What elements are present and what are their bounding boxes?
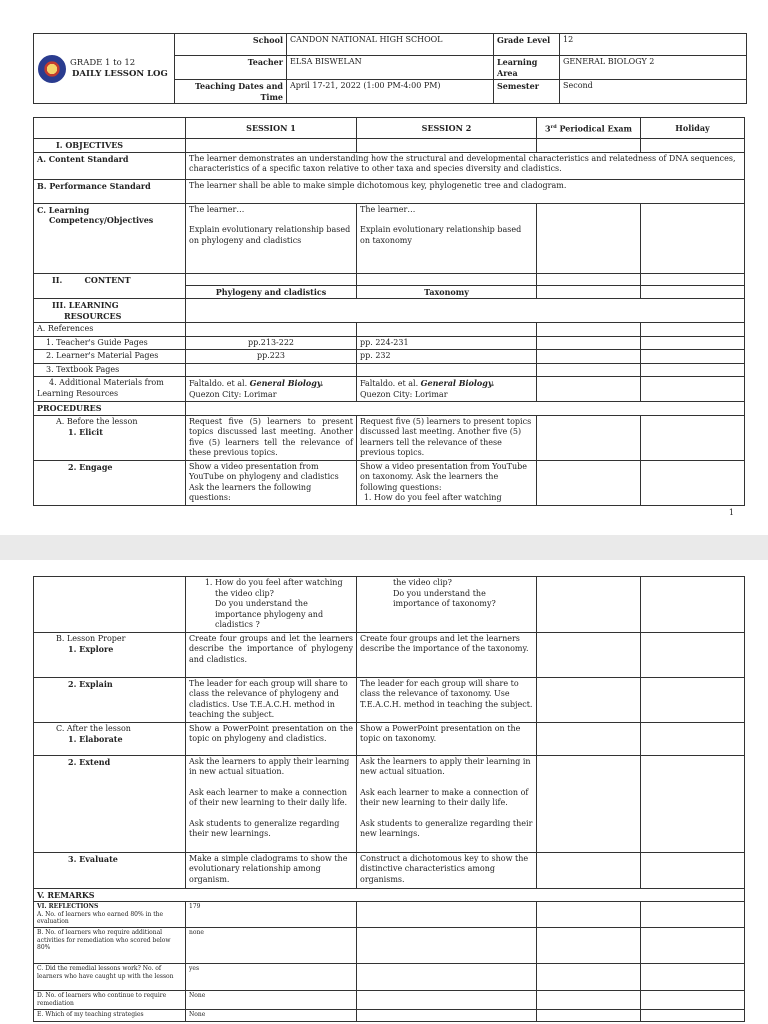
learners-material-s2: pp. 232 [357, 350, 537, 364]
teacher-value: ELSA BISWELAN [287, 56, 494, 80]
references-label: A. References [34, 323, 186, 337]
competency-session2: The learner… Explain evolutionary relationship based on taxonomy [357, 203, 537, 273]
lesson-table-page-2 [33, 576, 745, 1022]
dates-value: April 17-21, 2022 (1:00 PM-4:00 PM) [287, 80, 494, 104]
reflection-e-value: None [186, 1010, 357, 1022]
content-heading: II. CONTENT [34, 273, 186, 299]
explain-session1: The leader for each group will share to class the relevance of phylogeny and cladistics. Use T.E.A.C.H. method in teaching the subject. [186, 677, 357, 722]
learning-area-label: Learning Area [494, 56, 560, 80]
reflection-e: E. Which of my teaching strategies [34, 1010, 186, 1022]
reflection-c: C. Did the remedial lessons work? No. of learners who have caught up with the lesson [34, 964, 186, 991]
teacher-label: Teacher [175, 56, 287, 80]
grade-line: GRADE 1 to 12 [70, 58, 136, 68]
elicit-session1: Request five (5) learners to present topics discussed last meeting. Another five (5) learners tell the relevance of these previous topics. [186, 415, 357, 460]
teachers-guide-s1: pp.213-222 [186, 336, 357, 350]
evaluate-label: 3. Evaluate [34, 852, 186, 888]
extend-label: 2. Extend [34, 755, 186, 852]
explore-session2: Create four groups and let the learners describe the importance of the taxonomy. [357, 632, 537, 677]
elicit-session2: Request five (5) learners to present topics discussed last meeting. Another five (5) learners tell the relevance of these previous topics. [357, 415, 537, 460]
before-lesson-cell: A. Before the lesson 1. Elicit [34, 415, 186, 460]
semester-label: Semester [494, 80, 560, 104]
school-value: CANDON NATIONAL HIGH SCHOOL [287, 34, 494, 56]
engage-session2: Show a video presentation from YouTube on taxonomy. Ask the learners the following questions: 1. How do you feel after watching [357, 460, 537, 505]
extend-session1: Ask the learners to apply their learning in new actual situation. Ask each learner to make a connection of their new learning to their daily life. Ask students to generalize regarding their new learnings. [186, 755, 357, 852]
reflection-d-value: None [186, 991, 357, 1010]
daily-lesson-log-title: DAILY LESSON LOG [72, 69, 168, 79]
additional-materials-s2: Faltaldo. et al. General Biology. Quezon City: Lorimar [357, 377, 537, 402]
grade-level-value: 12 [560, 34, 747, 56]
after-lesson-cell: C. After the lesson 1. Elaborate [34, 722, 186, 755]
teachers-guide-label: 1. Teacher's Guide Pages [34, 336, 186, 350]
session1-topic: Phylogeny and cladistics [186, 285, 357, 299]
explain-label: 2. Explain [34, 677, 186, 722]
engage-questions-s2: the video clip? Do you understand the importance of taxonomy? [357, 577, 537, 633]
header-table [33, 33, 747, 104]
reflection-a: VI. REFLECTIONS A. No. of learners who earned 80% in the evaluation [34, 902, 186, 928]
procedures-heading: PROCEDURES [34, 402, 186, 416]
semester-value: Second [560, 80, 747, 104]
page-number: 1 [728, 508, 734, 517]
competency-label: C. Learning Competency/Objectives [34, 203, 186, 273]
exam-header: 3rd Periodical Exam [537, 118, 641, 139]
learning-area-value: GENERAL BIOLOGY 2 [560, 56, 747, 80]
session2-topic: Taxonomy [357, 285, 537, 299]
competency-session1: The learner… Explain evolutionary relationship based on phylogeny and cladistics [186, 203, 357, 273]
engage-session1: Show a video presentation from YouTube on phylogeny and cladistics Ask the learners the following questions: [186, 460, 357, 505]
reflection-c-value: yes [186, 964, 357, 991]
engage-label: 2. Engage [34, 460, 186, 505]
extend-session2: Ask the learners to apply their learning in new actual situation. Ask each learner to make a connection of their new learning to their daily life. Ask students to generalize regarding their new learnings. [357, 755, 537, 852]
content-standard-text: The learner demonstrates an understanding how the structural and developmental characteristics and relatedness of DNA sequences, characteristics of a specific taxon relative to other taxa and species diversity and cladistics. [186, 152, 745, 179]
holiday-header: Holiday [641, 118, 745, 139]
additional-materials-label: 4. Additional Materials from Learning Resources [34, 377, 186, 402]
explain-session2: The leader for each group will share to class the relevance of taxonomy. Use T.E.A.C.H. method in teaching the subject. [357, 677, 537, 722]
learners-material-label: 2. Learner's Material Pages [34, 350, 186, 364]
learners-material-s1: pp.223 [186, 350, 357, 364]
grade-level-label: Grade Level [494, 34, 560, 56]
school-label: School [175, 34, 287, 56]
elaborate-session2: Show a PowerPoint presentation on the topic on taxonomy. [357, 722, 537, 755]
evaluate-session1: Make a simple cladograms to show the evolutionary relationship among organism. [186, 852, 357, 888]
logo-cell [34, 34, 175, 104]
reflection-d: D. No. of learners who continue to require remediation [34, 991, 186, 1010]
reflection-a-value: 179 [186, 902, 357, 928]
textbook-label: 3. Textbook Pages [34, 363, 186, 377]
blank-corner [34, 118, 186, 139]
content-standard-label: A. Content Standard [34, 152, 186, 179]
elaborate-session1: Show a PowerPoint presentation on the topic on phylogeny and cladistics. [186, 722, 357, 755]
lesson-table-page-1 [33, 117, 745, 506]
performance-standard-text: The learner shall be able to make simple dichotomous key, phylogenetic tree and cladogram. [186, 179, 745, 203]
explore-session1: Create four groups and let the learners describe the importance of phylogeny and cladistics. [186, 632, 357, 677]
performance-standard-label: B. Performance Standard [34, 179, 186, 203]
dates-label: Teaching Dates and Time [175, 80, 287, 104]
session2-header: SESSION 2 [357, 118, 537, 139]
remarks-heading: V. REMARKS [34, 888, 745, 902]
session1-header: SESSION 1 [186, 118, 357, 139]
lesson-proper-cell: B. Lesson Proper 1. Explore [34, 632, 186, 677]
evaluate-session2: Construct a dichotomous key to show the distinctive characteristics among organisms. [357, 852, 537, 888]
teachers-guide-s2: pp. 224-231 [357, 336, 537, 350]
resources-heading: III. LEARNING RESOURCES [34, 299, 186, 323]
additional-materials-s1: Faltaldo. et al. General Biology. Quezon City: Lorimar [186, 377, 357, 402]
document-page-2 [0, 560, 768, 1024]
reflection-b-value: none [186, 928, 357, 964]
objectives-heading: I. OBJECTIVES [34, 139, 186, 153]
engage-questions-s1: 1. How do you feel after watching the video clip? Do you understand the importance phylogeny and cladistics ? [186, 577, 357, 633]
reflection-b: B. No. of learners who require additional activities for remediation who scored below 80% [34, 928, 186, 964]
